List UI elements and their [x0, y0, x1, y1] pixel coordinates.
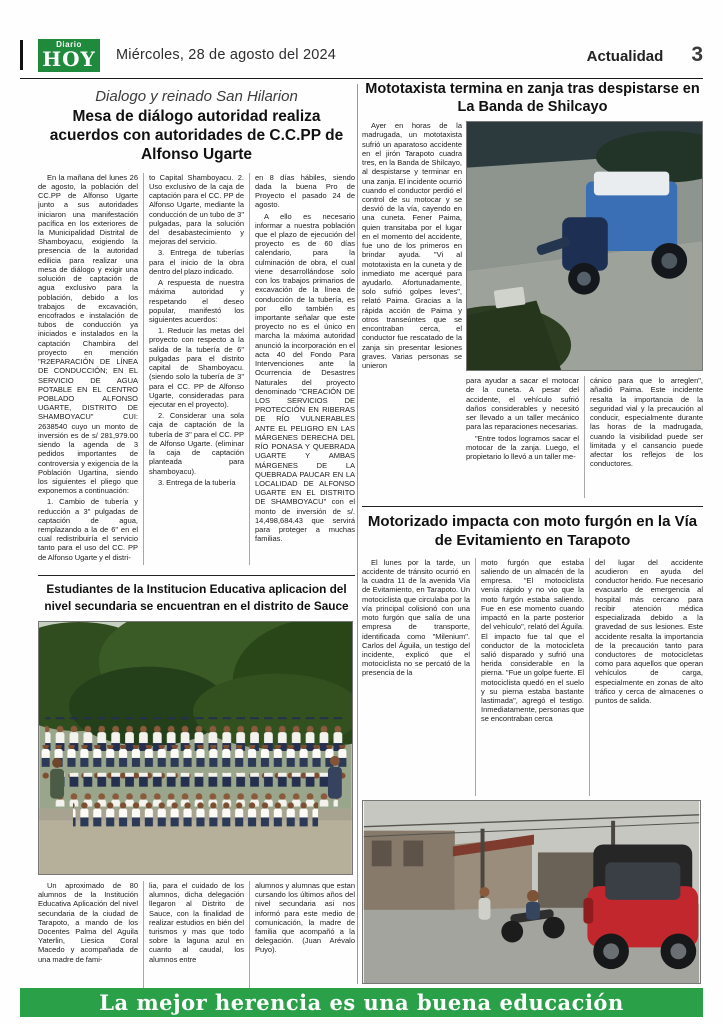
sub-columns: [466, 376, 703, 498]
text-column-3: [249, 173, 355, 565]
body-paragraph: moto furgón que estaba saliendo de un almacén de la empresa. "El motociclista venía rápido y no vio que la moto furgón estaba saliendo. Fue en ese momento cuando impactó en la parte posterior del vehículo", relató del Águila. El impacto fue tal que el conductor de la motocicleta salió disparado y sufrió una herida considerable en la pierna. "Fue un golpe fuerte. El motociclista quedó en el suelo y su pierna estaba bastante lastimada", agregó el testigo. Inmediatamente, personas que se encontraban cerca: [481, 557, 584, 724]
body-paragraph: Ayer en horas de la madrugada, un mototaxista sufrió un aparatoso accidente en el jirón Tarapoto cuadra tres, en la Banda de Shilcayo, al despistarse y terminar en una zanja. El incidente ocurrió cuando el conductor perdió el control de su motocar y se desvió de la vía, cayendo en una cuneta. Fener Paima, quien transitaba por el lugar en el momento del accidente, fue uno de los primeros en brindar ayuda. "Vi al mototaxista en la cuneta y de inmediato me acerqué para ayudarlo. Afortunadamente, solo sufrió golpes leves", relató Paima. Gracias a la rápida acción de Paima y otros transeúntes que se encontraban cerca, el conductor fue rescatado de la zanja sin presentar lesiones graves. Varias personas se unieron: [362, 121, 462, 370]
body-paragraph: en 8 días hábiles, siendo dada la buena Pro de Proyecto el pasado 24 de agosto.: [255, 172, 355, 210]
text-column-2: [475, 558, 589, 796]
body-paragraph: A ello es necesario informar a nuestra población que el plazo de ejecución del proyecto es de 60 días calendario, para la culminación de obra, el cual viene desarrollándose solo con los trabajos primarios de excavación de la línea de conducción de la tubería, es por ello también es importante señalar que este proyecto no es el único en marcha la máxima autoridad anunció la incorporación en el acta 40 del Fondo Para Intervenciones ante la Ocurrencia de Desastres Naturales del proyecto denominado "CREACIÓN DE LOS SERVICIOS DE PROTECCIÓN EN RIBERAS DE RÍO VULNERABLES ANTE EL PELIGRO EN LAS MÁRGENES DERECHA DEL RÍO PONASA Y QUEBRADA UGARTE Y AMBAS MÁRGENES DE LA QUEBRADA PAUCAR EN LA LOCALIDAD DE ALFONSO UGARTE EN EL DISTRITO DE SHAMBOYACU" con el monto de inversión de s/. 14,498,684.43 que servirá para proteger a muchas familias.: [255, 211, 355, 544]
logo-top-text: Diario: [56, 40, 82, 49]
text-column-2: [143, 881, 249, 1005]
slogan-text: La mejor herencia es una buena educación: [99, 990, 624, 1015]
body-paragraph: para ayudar a sacar el motocar de la cuneta. A pesar del accidente, el vehículo sufrió daños considerables y necesitó ser llevado a un taller mecánico para las reparaciones necesarias.: [466, 376, 579, 432]
article-headline: Motorizado impacta con moto furgón en la Vía de Evitamiento en Tarapoto: [367, 513, 698, 549]
article-headline: Estudiantes de la Institucion Educativa aplicacion del nivel secundaria se encuentran en el distrito de Sauce: [44, 581, 349, 613]
body-paragraph: del lugar del accidente acudieron en ayuda del conductor herido. Fue necesario evacuarlo de emergencia al hospital más cercano para recibir atención médica especializada debido a la gravedad de sus lesiones. Este accidente resalta la importancia de la precaución tanto para conductores de motocicletas como para aquellos que operan vehículos de carga, especialmente en zonas de alto tráfico y cerca de almacenes o puntos de salida.: [595, 557, 703, 706]
text-column-1: [38, 173, 143, 565]
right-section: [362, 80, 703, 984]
mototaxi-accident-photo: [466, 121, 703, 371]
text-column-1: [38, 881, 143, 1005]
body-paragraph: to Capital Shamboyacu. 2. Uso exclusivo de la caja de captación para el CC. PP de Alfonso Ugarte, mediante la conducción de un tubo de 3" pulgadas, para la solución del desabastecimiento y mejoras del servicio.: [149, 172, 244, 247]
section-name: Actualidad: [586, 48, 664, 65]
body-paragraph: En la mañana del lunes 26 de agosto, la población del CC.PP de Alfonso Ugarte junto a sus autoridades iniciaron una manifestación pacífica en los exteriores de la Municipalidad Distrital de Shamboyacu, exigiendo la presencia de la autoridad edilicia para realizar una mesa de diálogo y exigir una solución de captación de agua exclusivo para la población, debido a los trabajos de excavación, encofrados e instalación de tubos de conducción ya iniciados e instalados en la captación Chambira del proyecto en mención "R2EPARACIÓN DE LÍNEA DE CONDUCCIÓN; EN EL SERVICIO DE AGUA POTABLE EN EL CENTRO POBLADO ALFONSO UGARTE, DISTRITO DE SHAMBOYACU" CUI: 2638540 cuyo un monto de inversión es de s/ 281,979.00 siendo la agenda de 3 pedidos importantes de controversia y exigencia de la Población Ugartina, siendo los siguientes el pliego que exponemos a continuación:: [38, 172, 138, 496]
body-paragraph: 1. Cambio de tubería y reducción a 3" pulgadas de captación de agua, remplazando a la de 6" en el cual redistribuiría el servicio tanto para el uso del CC. PP de Alfonso Ugarte y el distri-: [38, 497, 138, 562]
body-paragraph: 1. Reducir las metas del proyecto con respecto a la salida de la tubería de 6" pulgadas para el distrito capital de Shamboyacu. (siendo solo la tubería de 3" para el CC. PP de Alfonso Ugarte, consideradas para ejecutar en el proyecto).: [149, 326, 244, 409]
logo-main-text: HOY: [42, 47, 96, 71]
text-column-3: [249, 881, 355, 1005]
students-group-photo: [38, 621, 353, 875]
article-mototaxista: [362, 80, 703, 498]
article-columns: [362, 558, 703, 796]
article-separator-rule: [362, 506, 703, 507]
crop-mark: [20, 40, 23, 70]
text-column-3: [584, 376, 703, 498]
edition-date: Miércoles, 28 de agosto del 2024: [116, 47, 337, 63]
body-paragraph: 3. Entrega de la tubería: [158, 477, 236, 487]
article-columns: [38, 173, 355, 565]
street-accident-photo: [362, 800, 701, 984]
article-estudiantes: [38, 575, 355, 1005]
body-paragraph: 2. Considerar una sola caja de captación de la tubería de 3" para el CC. PP de Alfonso Ugarte. (eliminar la caja de captación planteada para shamboyacu).: [149, 411, 244, 476]
article-body: [362, 121, 703, 498]
article-headline: Mototaxista termina en zanja tras despistarse en La Banda de Shilcayo: [365, 81, 700, 116]
body-paragraph: "Entre todos logramos sacar el motocar de la zanja. Luego, el propietario lo llevó a un taller me-: [466, 433, 579, 461]
section-divider: [357, 84, 358, 984]
header-rule: [20, 78, 703, 79]
body-paragraph: 3. Entrega de tuberías para el inicio de la obra dentro del plazo indicado.: [149, 248, 244, 276]
article-motorizado: [362, 513, 703, 984]
text-column-1: [362, 121, 462, 498]
header-right: [587, 43, 703, 67]
text-column-2: [143, 173, 249, 565]
page-header: [38, 36, 703, 74]
article-columns: [38, 881, 355, 1005]
body-paragraph: A respuesta de nuestra máxima autoridad y respetando el deseo popular, manifestó los siguientes acuerdos:: [149, 278, 244, 324]
article-kicker: Dialogo y reinado San Hilarion: [95, 88, 298, 105]
article-headline: Mesa de diálogo autoridad realiza acuerdos con autoridades de C.C.PP de Alfonso Ugarte: [49, 108, 344, 163]
text-column-1: [362, 558, 475, 796]
page-number: 3: [691, 43, 703, 66]
diario-hoy-logo: [38, 39, 100, 72]
footer-slogan-banner: [20, 988, 703, 1017]
body-paragraph: lia, para el cuidado de los alumnos, dicha delegación llegaron al Distrito de Sauce, con la finalidad de realizar estudios en bién del turismos y mas que todo sobre la laguna azul en cuanto al caudal, los alumnos entre: [149, 880, 244, 964]
body-paragraph: cánico para que lo arreglen", añadió Paima. Este incidente resalta la importancia de la seguridad vial y la precaución al conducir, especialmente durante las horas de la madrugada, cuando la visibilidad puede ser limitada y el cansancio puede afectar los reflejos de los conductores.: [590, 376, 703, 469]
left-section: [38, 84, 355, 1005]
article-dialogo: [38, 88, 355, 565]
text-column-2: [466, 376, 584, 498]
photo-and-columns: [466, 121, 703, 498]
body-paragraph: alumnos y alumnas que estan cursando los últimos años del nivel secundaria asi nos informó para este medio de comunicación, la madre de familia que acompañó a la delegación. (Juan Arévalo Puyo).: [255, 880, 355, 955]
body-paragraph: Un aproximado de 80 alumnos de la Institución Educativa Aplicación del nivel secundaria de la ciudad de Tarapoto, a mando de los Docentes Palma del Aguila Yaterlin, Liesica Coral Macedo y acompañada de una madre de fami-: [38, 880, 138, 964]
text-column-3: [589, 558, 703, 796]
body-paragraph: El lunes por la tarde, un accidente de tránsito ocurrió en la cuadra 11 de la avenida Vía de Evitamiento, en Tarapoto. Un motociclista que circulaba por la vía principal colisionó con una moto furgón que salía de una empresa de transporte, identificada como "Milenium". Carlos del Águila, un testigo del incidente, explicó que el motociclista no se percató de la presencia de la: [362, 557, 470, 678]
